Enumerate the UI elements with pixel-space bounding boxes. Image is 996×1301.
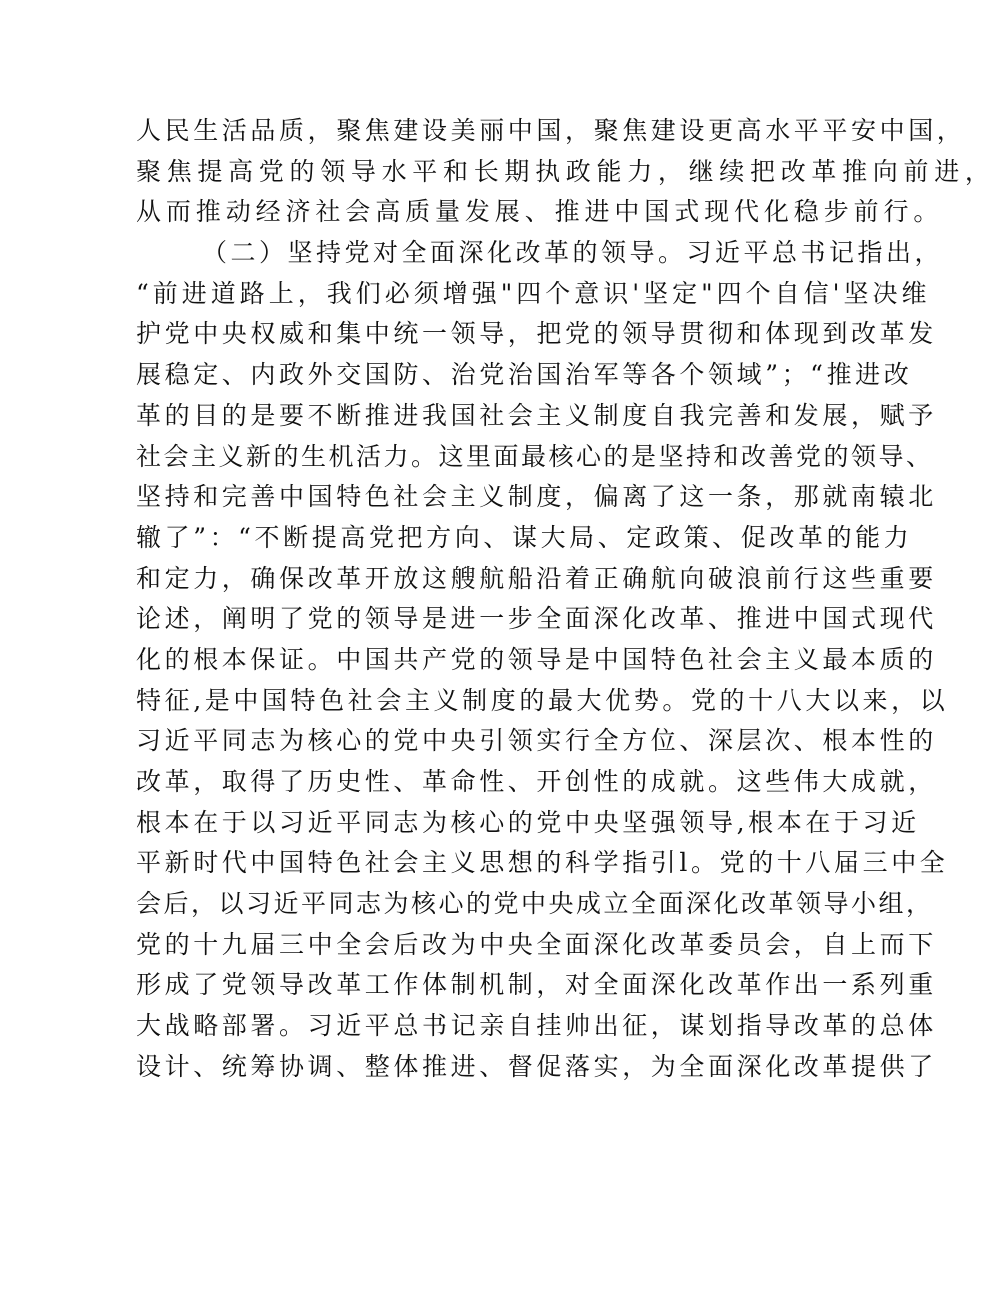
text-line: 会后，以习近平同志为核心的党中央成立全面深化改革领导小组， (136, 889, 934, 919)
text-line: 化的根本保证。中国共产党的领导是中国特色社会主义最本质的 (136, 644, 937, 674)
text-line: 改革，取得了历史性、革命性、开创性的成就。这些伟大成就， (136, 767, 937, 796)
text-line: 辙了”：“不断提高党把方向、谋大局、定政策、促改革的能力 (136, 522, 913, 552)
text-line: 形成了党领导改革工作体制机制，对全面深化改革作出一系列重 (136, 970, 937, 1000)
text-line: 展稳定、内政外交国防、治党治国治军等各个领域”；“推进改 (136, 360, 913, 390)
text-line: 党的十九届三中全会后改为中央全面深化改革委员会，自上而下 (136, 929, 937, 959)
text-line: 根本在于以习近平同志为核心的党中央坚强领导,根本在于习近 (136, 807, 920, 837)
text-line: 论述，阐明了党的领导是进一步全面深化改革、推进中国式现代 (136, 604, 937, 634)
text-line: 特征,是中国特色社会主义制度的最大优势。党的十八大以来，以 (136, 685, 949, 715)
text-line: 聚焦提高党的领导水平和长期执政能力，继续把改革推向前进， (136, 156, 996, 186)
text-line: 设计、统筹协调、整体推进、督促落实，为全面深化改革提供了 (136, 1051, 937, 1081)
text-line: “前进道路上，我们必须增强"四个意识'坚定"四个自信'坚决维 (136, 278, 931, 308)
text-line: 大战略部署。习近平总书记亲自挂帅出征，谋划指导改革的总体 (136, 1011, 937, 1041)
text-line: 坚持和完善中国特色社会主义制度，偏离了这一条，那就南辕北 (136, 482, 937, 512)
text-line: 社会主义新的生机活力。这里面最核心的是坚持和改善党的领导、 (136, 441, 934, 471)
text-line: 习近平同志为核心的党中央引领实行全方位、深层次、根本性的 (136, 726, 937, 756)
text-line: 从而推动经济社会高质量发展、推进中国式现代化稳步前行。 (136, 197, 944, 227)
text-line: 平新时代中国特色社会主义思想的科学指引l。党的十八届三中全 (136, 848, 949, 878)
text-line: 和定力，确保改革开放这艘航船沿着正确航向破浪前行这些重要 (136, 563, 937, 593)
section-heading-line: （二）坚持党对全面深化改革的领导。习近平总书记指出， (202, 238, 944, 268)
text-line: 人民生活品质，聚焦建设美丽中国，聚焦建设更高水平平安中国， (136, 116, 966, 145)
text-line: 革的目的是要不断推进我国社会主义制度自我完善和发展，赋予 (136, 400, 937, 430)
body-text (136, 111, 996, 1088)
text-line: 护党中央权威和集中统一领导，把党的领导贯彻和体现到改革发 (136, 319, 937, 349)
